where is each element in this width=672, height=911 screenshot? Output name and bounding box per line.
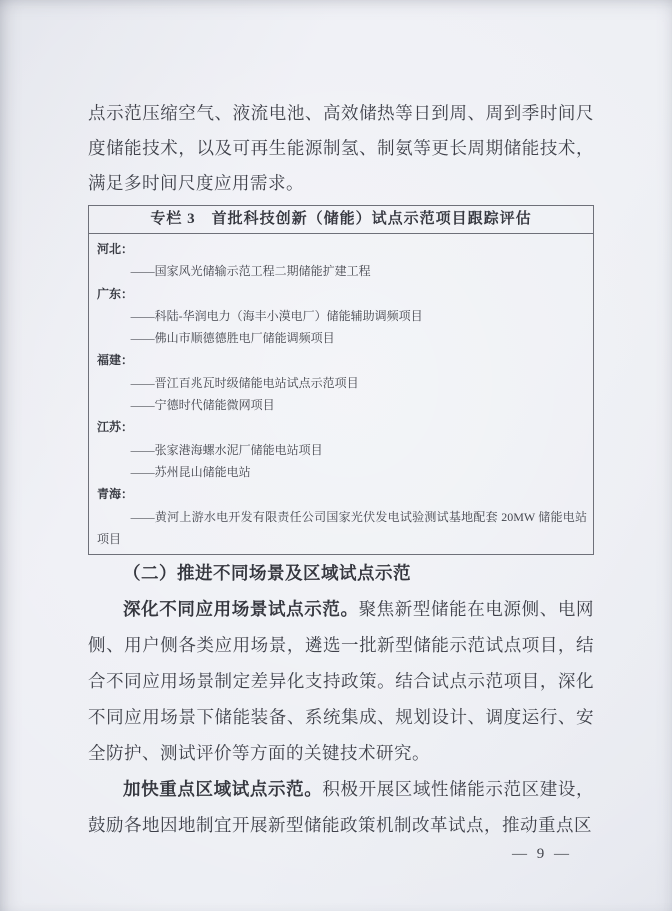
box-region-label: 青海： [97,487,134,502]
paragraph-regions-body: 积极开展区域性储能示范区建设，鼓励各地因地制宜开展新型储能政策机制改革试点，推动重点区 [88,779,595,836]
page-content [88,96,594,843]
box-region-label: 福建： [97,353,134,368]
box-project-item: ——晋江百兆瓦时级储能电站试点示范项目 [130,375,359,390]
callout-box-title: 专栏 3 首批科技创新（储能）试点示范项目跟踪评估 [89,206,593,234]
paragraph-scenarios-lead: 深化不同应用场景试点示范。 [123,599,359,620]
box-region-label: 广东： [97,286,134,301]
box-project-item: ——宁德时代储能微网项目 [130,398,275,413]
section-heading: （二）推进不同场景及区域试点示范 [123,563,411,584]
box-project-item: ——科陆-华润电力（海丰小漠电厂）储能辅助调频项目 [130,308,423,323]
callout-box-body [89,234,593,554]
box-project-item: ——黄河上游水电开发有限责任公司国家光伏发电试验测试基地配套 20MW 储能电站项目 [97,509,587,546]
box-project-item: ——张家港海螺水泥厂储能电站项目 [130,442,323,457]
box-project-item: ——佛山市顺德德胜电厂储能调频项目 [130,331,335,346]
box-project-item: ——苏州昆山储能电站 [130,464,251,479]
box-region-label: 江苏： [97,420,134,435]
box-project-item: ——国家风光储输示范工程二期储能扩建工程 [130,264,371,279]
paragraph-scenarios [88,591,594,771]
box-region-label: 河北： [97,242,134,256]
page-number: — 9 — [512,846,572,862]
callout-box [88,205,594,555]
paragraph-scenarios-body: 聚焦新型储能在电源侧、电网侧、用户侧各类应用场景，遴选一批新型储能示范试点项目，结合不同应用场景制定差异化支持政策。结合试点示范项目，深化不同应用场景下储能装备、系统集成、规划设计、调度运行、安全防护、测试评价等方面的关键技术研究。 [88,599,595,764]
paragraph-regions-lead: 加快重点区域试点示范。 [123,779,323,800]
intro-paragraph: 点示范压缩空气、液流电池、高效储热等日到周、周到季时间尺度储能技术，以及可再生能源制氢、制氨等更长周期储能技术，满足多时间尺度应用需求。 [88,103,594,193]
paragraph-regions [88,771,594,843]
